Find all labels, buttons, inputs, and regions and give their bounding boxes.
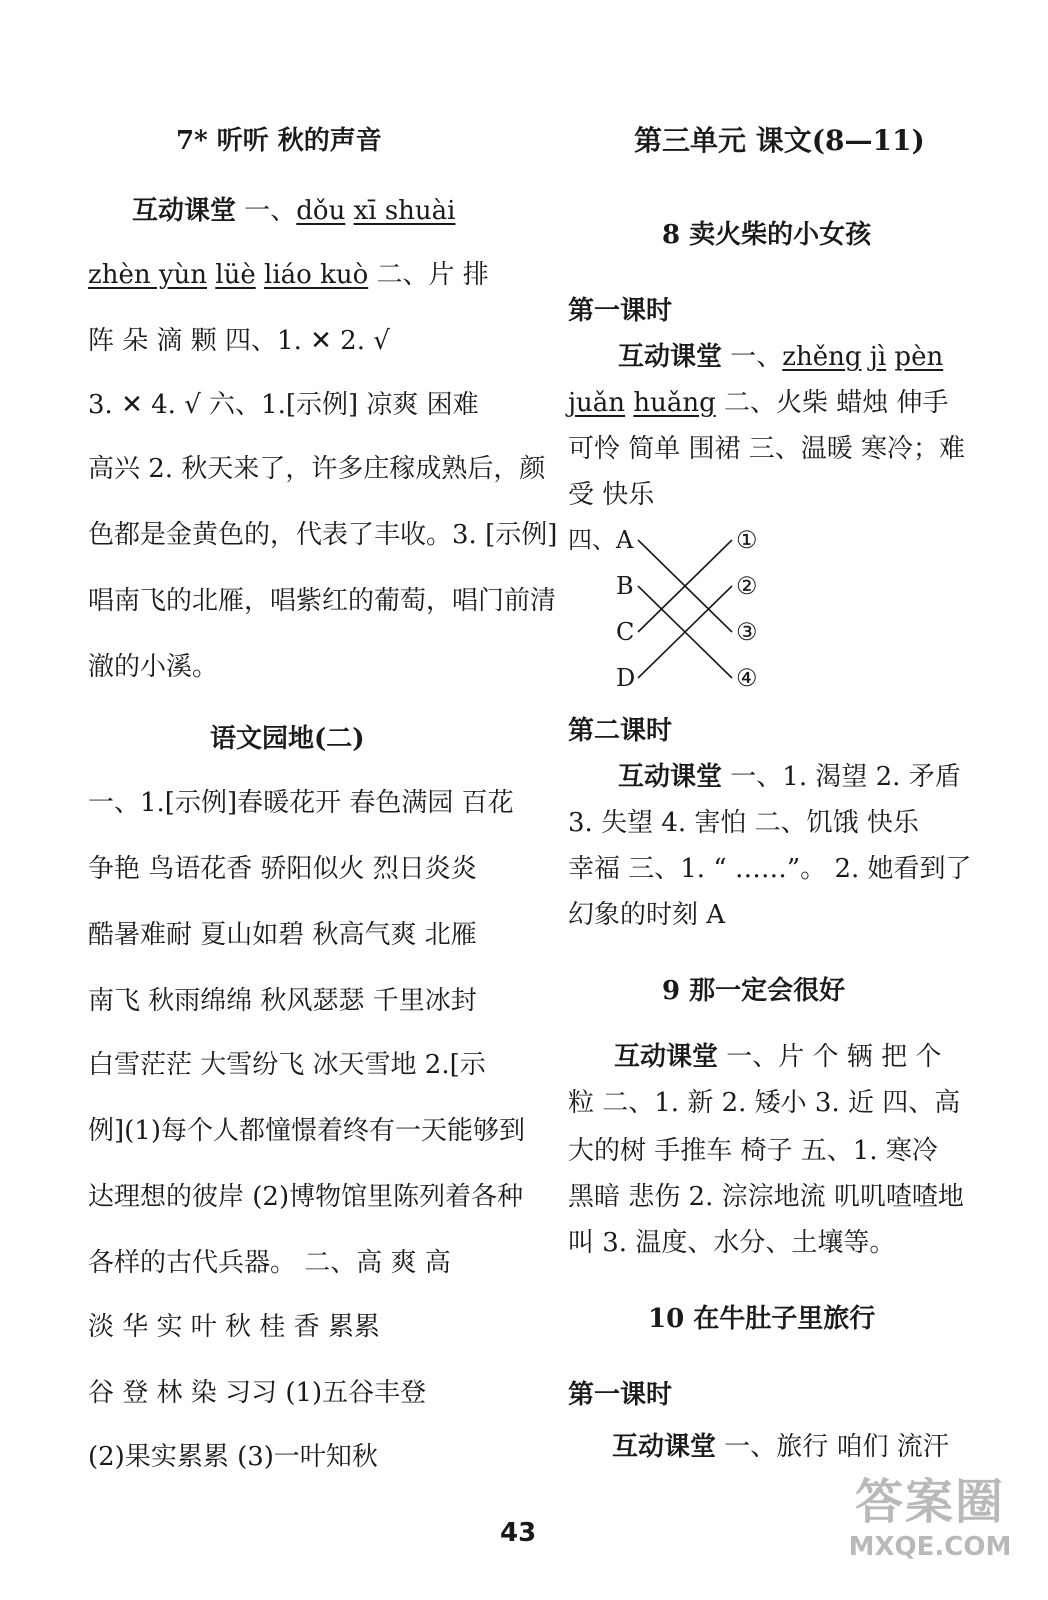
left-line-20: (2)果实累累 (3)一叶知秋: [88, 1442, 378, 1472]
match-right-3: ③: [736, 618, 758, 646]
pinyin-pen: pèn: [894, 342, 944, 372]
left-line-13: 南飞 秋雨绵绵 秋风瑟瑟 千里冰封: [88, 986, 477, 1016]
hudong-label: 互动课堂: [612, 1432, 717, 1462]
hudong-label: 互动课堂: [614, 1042, 719, 1072]
pinyin-xishuai: xī shuài: [353, 196, 456, 226]
right-line-10: 幸福 三、1. “ ……”。 2. 她看到了: [568, 854, 972, 884]
lesson-7-title: 7* 听听 秋的声音: [176, 126, 382, 156]
match-right-1: ①: [736, 526, 758, 554]
right-line-15: 大的树 手推车 椅子 五、1. 寒冷: [568, 1136, 938, 1166]
hudong-label: 互动课堂: [618, 342, 723, 372]
left-line-7: 唱南飞的北雁，唱紫红的葡萄，唱门前清: [88, 586, 557, 616]
match-left-b: B: [616, 572, 634, 600]
right-line-3: 互动课堂 一、zhěng jì pèn: [618, 342, 944, 372]
match-right-4: ④: [736, 664, 758, 692]
match-right-2: ②: [736, 572, 758, 600]
pinyin-ji: jì: [869, 342, 887, 372]
left-line-15: 例](1)每个人都憧憬着终有一天能够到: [88, 1116, 525, 1146]
match-left-a: A: [616, 526, 634, 554]
match-left-d: D: [616, 664, 636, 692]
right-line-8: 互动课堂 一、1. 渴望 2. 矛盾: [618, 762, 961, 792]
pinyin-zheng: zhěng: [782, 342, 862, 372]
right-line-5: 可怜 简单 围裙 三、温暖 寒冷；难: [568, 434, 966, 464]
match-left-c: C: [616, 618, 635, 646]
left-line-17: 各样的古代兵器。 二、高 爽 高: [88, 1248, 451, 1278]
right-line-16: 黑暗 悲伤 2. 淙淙地流 叽叽喳喳地: [568, 1182, 964, 1212]
left-line-2: zhèn yùn lüè liáo kuò 二、片 排: [88, 260, 489, 290]
watermark-text: 答案圈: [854, 1474, 1005, 1530]
left-line-18: 淡 华 实 叶 秋 桂 香 累累: [88, 1312, 380, 1342]
pinyin-lue: lüè: [215, 260, 256, 290]
right-line-6: 受 快乐: [568, 480, 655, 510]
pinyin-dou: dǒu: [296, 196, 346, 226]
unit-3-title: 第三单元 课文(8—11): [634, 124, 925, 157]
hudong-label: 互动课堂: [132, 196, 237, 226]
left-line-4: 3. ✕ 4. √ 六、1.[示例] 凉爽 困难: [88, 390, 479, 420]
matching-diagram: [566, 522, 786, 692]
right-line-17: 叫 3. 温度、水分、土壤等。: [568, 1228, 896, 1258]
pinyin-zhenyun: zhèn yùn: [88, 260, 208, 290]
left-line-1: 互动课堂 一、dǒu xī shuài: [132, 196, 456, 226]
hudong-label: 互动课堂: [618, 762, 723, 792]
left-line-19: 谷 登 林 染 习习 (1)五谷丰登: [88, 1378, 427, 1408]
yuwen-yuandi-title: 语文园地(二): [210, 724, 365, 754]
pinyin-juan: juǎn: [568, 388, 626, 418]
left-line-6: 色都是金黄色的，代表了丰收。3. [示例]: [88, 520, 558, 550]
left-line-10: 一、1.[示例]春暖花开 春色满园 百花: [88, 788, 514, 818]
lesson-10-period-1: 第一课时: [568, 1380, 673, 1410]
right-line-13: 互动课堂 一、片 个 辆 把 个: [614, 1042, 942, 1072]
left-line-14: 白雪茫茫 大雪纷飞 冰天雪地 2.[示: [88, 1050, 486, 1080]
left-line-16: 达理想的彼岸 (2)博物馆里陈列着各种: [88, 1182, 524, 1212]
matching-prefix: 四、: [568, 526, 616, 554]
lesson-8-period-1: 第一课时: [568, 296, 673, 326]
watermark-url: MXQE.COM: [848, 1532, 1012, 1562]
left-line-3: 阵 朵 滴 颗 四、1. ✕ 2. √: [88, 326, 390, 356]
left-line-5: 高兴 2. 秋天来了，许多庄稼成熟后，颜: [88, 454, 546, 484]
watermark: [830, 1472, 1030, 1592]
left-line-12: 酷暑难耐 夏山如碧 秋高气爽 北雁: [88, 920, 477, 950]
lesson-8-period-2: 第二课时: [568, 716, 673, 746]
right-line-20: 互动课堂 一、旅行 咱们 流汗: [612, 1432, 949, 1462]
lesson-9-title: 9 那一定会很好: [662, 976, 846, 1006]
pinyin-liaokuo: liáo kuò: [264, 260, 369, 290]
pinyin-huang: huǎng: [633, 388, 716, 418]
lesson-10-title: 10 在牛肚子里旅行: [648, 1304, 876, 1334]
right-line-4: juǎn huǎng 二、火柴 蜡烛 伸手: [568, 388, 949, 418]
left-line-8: 澈的小溪。: [88, 652, 219, 682]
right-line-9: 3. 失望 4. 害怕 二、饥饿 快乐: [568, 808, 919, 838]
right-line-14: 粒 二、1. 新 2. 矮小 3. 近 四、高: [568, 1088, 961, 1118]
page-number: 43: [500, 1518, 537, 1548]
left-line-11: 争艳 鸟语花香 骄阳似火 烈日炎炎: [88, 854, 477, 884]
lesson-8-title: 8 卖火柴的小女孩: [662, 220, 872, 250]
right-line-11: 幻象的时刻 A: [568, 900, 726, 930]
